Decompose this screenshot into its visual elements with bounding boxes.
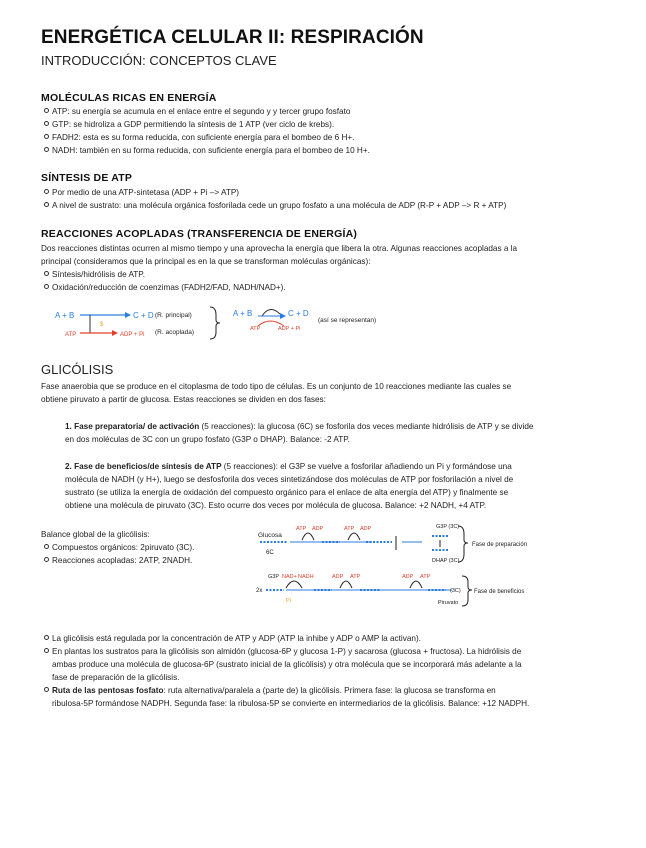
glucosa-label: Glucosa bbox=[258, 532, 282, 539]
three-c-label: (3C) bbox=[450, 588, 461, 594]
paragraph-line: Fase anaerobia que se produce en el citoplasma de todo tipo de células. Es un conjunto de 10 reacciones mediante las cuales se bbox=[41, 382, 512, 391]
bullet-icon bbox=[44, 284, 49, 289]
bullet-icon bbox=[44, 687, 49, 692]
g3p-b-label: G3P bbox=[268, 574, 280, 580]
coupled-curve bbox=[302, 533, 314, 540]
fase-benef-label: Fase de beneficios bbox=[474, 589, 525, 595]
arrow-head-icon bbox=[125, 312, 131, 318]
coupled-curve bbox=[410, 581, 422, 588]
list-item: ATP: su energía se acumula en el enlace entre el segundo y y tercer grupo fosfato bbox=[44, 105, 350, 118]
nad-label: NAD+ bbox=[282, 574, 297, 580]
atp-label-2: ATP bbox=[250, 326, 261, 332]
bullet-icon bbox=[44, 635, 49, 640]
list-item: FADH2: esta es su forma reducida, con suficiente energía para el bombeo de 6 H+. bbox=[44, 131, 354, 144]
bullet-icon bbox=[44, 557, 49, 562]
atp-label: ATP bbox=[296, 526, 307, 532]
list-item: La glicólisis está regulada por la concentración de ATP y ADP (ATP la inhibe y ADP o AMP la activan). bbox=[44, 632, 421, 645]
brace-icon bbox=[210, 307, 220, 339]
brace-icon bbox=[458, 526, 468, 562]
list-item: NADH: también en su forma reducida, con suficiente energía para el bombeo de 10 H+. bbox=[44, 144, 370, 157]
paragraph-line: principal (consideramos que la principal es en la que se transforman moléculas orgánicas): bbox=[41, 257, 371, 266]
svg-text:ATP: ATP bbox=[344, 526, 355, 532]
paragraph-line: ambas produce una molécula de glucosa-6P (sustrato inicial de la glicólisis) y otra molécula que se incorporará más adelante a la bbox=[52, 660, 522, 669]
bullet-icon bbox=[44, 108, 49, 113]
page-title: ENERGÉTICA CELULAR II: RESPIRACIÓN bbox=[41, 27, 424, 48]
adp-label: ADP + Pi bbox=[120, 332, 145, 338]
paragraph-line: fase de preparación de la glicólisis. bbox=[52, 673, 180, 682]
adp-label: ADP bbox=[312, 526, 324, 532]
fase-2-line: 2. Fase de beneficios/de síntesis de ATP (5 reacciones): el G3P se vuelve a fosforilar añadiendo un Pi y formándose una bbox=[65, 462, 512, 471]
coupled-curve bbox=[286, 581, 302, 588]
fase-prep-label: Fase de preparación bbox=[472, 542, 528, 548]
section-heading-acopladas: REACCIONES ACOPLADAS (TRANSFERENCIA DE ENERGÍA) bbox=[41, 228, 358, 240]
adp-b-label: ADP bbox=[332, 574, 344, 580]
paragraph-line: molécula de NADH (y H+), luego se desfosforila dos veces sintetizándose dos moléculas de ATP por fosforilación a nivel de bbox=[65, 475, 514, 484]
bullet-icon bbox=[44, 189, 49, 194]
paragraph-line: ribulosa-5P formándose NADPH. Segunda fase: la ribulosa-5P se convierte en intermediarios de la glicólisis. Balance: +12 NADPH. bbox=[52, 699, 530, 708]
acoplada-label: (R. acoplada) bbox=[155, 329, 195, 336]
six-c-label: 6C bbox=[266, 550, 274, 556]
g3p-label: G3P (3C) bbox=[436, 524, 460, 530]
bullet-icon bbox=[44, 544, 49, 549]
svg-text:ADP: ADP bbox=[402, 574, 414, 580]
fase-1-line: 1. Fase preparatoria/ de activación (5 reacciones): la glucosa (6C) se fosforila dos veces mediante hidrólisis de ATP y se divide bbox=[65, 422, 534, 431]
arrow-head-icon bbox=[112, 330, 118, 336]
brace-icon bbox=[462, 576, 472, 606]
section-heading-sintesis: SÍNTESIS DE ATP bbox=[41, 172, 133, 184]
paragraph-line: obtiene una molécula de piruvato (3C). Esto ocurre dos veces por molécula de glucosa. Balance: +2 NADH, +4 ATP. bbox=[65, 501, 487, 510]
arrow-head-icon bbox=[280, 313, 286, 319]
list-item: Ruta de las pentosas fosfato: ruta alternativa/paralela a (parte de) la glicólisis. Primera fase: la glucosa se transforma en bbox=[44, 684, 496, 697]
section-heading-moleculas: MOLÉCULAS RICAS EN ENERGÍA bbox=[41, 92, 217, 104]
balance-title: Balance global de la glicólisis: bbox=[41, 530, 150, 539]
dhap-label: DHAP (3C) bbox=[432, 558, 460, 564]
svg-text:ADP: ADP bbox=[360, 526, 372, 532]
reactants-label: A + B bbox=[55, 311, 75, 320]
list-item: Compuestos orgánicos: 2piruvato (3C). bbox=[44, 541, 194, 554]
curved-arrow bbox=[262, 309, 280, 316]
list-item: Síntesis/hidrólisis de ATP. bbox=[44, 268, 145, 281]
atp-label: ATP bbox=[65, 332, 77, 338]
note-label: (así se representan) bbox=[318, 317, 377, 324]
energy-mark: $ bbox=[100, 322, 104, 328]
list-item: Oxidación/reducción de coenzimas (FADH2/FAD, NADH/NAD+). bbox=[44, 281, 286, 294]
bullet-icon bbox=[44, 134, 49, 139]
coupled-reaction-diagram bbox=[50, 300, 410, 346]
bullet-icon bbox=[44, 648, 49, 653]
bullet-icon bbox=[44, 271, 49, 276]
coupled-curve bbox=[340, 581, 352, 588]
bullet-icon bbox=[44, 121, 49, 126]
products-label-2: C + D bbox=[288, 309, 309, 318]
bullet-icon bbox=[44, 147, 49, 152]
nadh-label: NADH bbox=[298, 574, 314, 580]
adp-label-2: ADP + Pi bbox=[278, 326, 301, 332]
products-label: C + D bbox=[133, 311, 154, 320]
list-item: En plantas los sustratos para la glicólisis son almidón (glucosa-6P y glucosa 1-P) y sacarosa (glucosa + fructosa). La hidrólisis de bbox=[44, 645, 521, 658]
two-x-label: 2x bbox=[256, 588, 263, 594]
svg-text:ATP: ATP bbox=[420, 574, 431, 580]
paragraph-line: obtiene piruvato a partir de glucosa. Estas reacciones se dividen en dos fases: bbox=[41, 395, 326, 404]
paragraph-line: sustrato (se utiliza la energía de oxidación del compuesto orgánico para el enlace de alta energía del ATP) y finalmente se bbox=[65, 488, 509, 497]
coupled-curve bbox=[348, 533, 360, 540]
section-heading-glicolisis: GLICÓLISIS bbox=[41, 362, 114, 377]
bullet-icon bbox=[44, 202, 49, 207]
list-item: Por medio de una ATP-sintetasa (ADP + Pi –> ATP) bbox=[44, 186, 239, 199]
pi-label: Pi bbox=[286, 598, 291, 604]
piruvato-label: Piruvato bbox=[438, 600, 459, 606]
list-item: GTP: se hidroliza a GDP permitiendo la síntesis de 1 ATP (ver ciclo de krebs). bbox=[44, 118, 334, 131]
list-item: Reacciones acopladas: 2ATP, 2NADH. bbox=[44, 554, 192, 567]
page-subtitle: INTRODUCCIÓN: CONCEPTOS CLAVE bbox=[41, 53, 277, 68]
reactants-label-2: A + B bbox=[233, 309, 253, 318]
paragraph-line: Dos reacciones distintas ocurren al mismo tiempo y una aprovecha la energía que libera la otra. Algunas reacciones acopladas a la bbox=[41, 244, 518, 253]
list-item: A nivel de sustrato: una molécula orgánica fosforilada cede un grupo fosfato a una molécula de ADP (R-P + ADP –> R + ATP) bbox=[44, 199, 506, 212]
principal-label: (R. principal) bbox=[155, 312, 192, 319]
glycolysis-diagram bbox=[252, 520, 552, 612]
paragraph-line: en dos moléculas de 3C con un grupo fosfato (G3P o DHAP). Balance: -2 ATP. bbox=[65, 435, 350, 444]
atp-b-label: ATP bbox=[350, 574, 361, 580]
